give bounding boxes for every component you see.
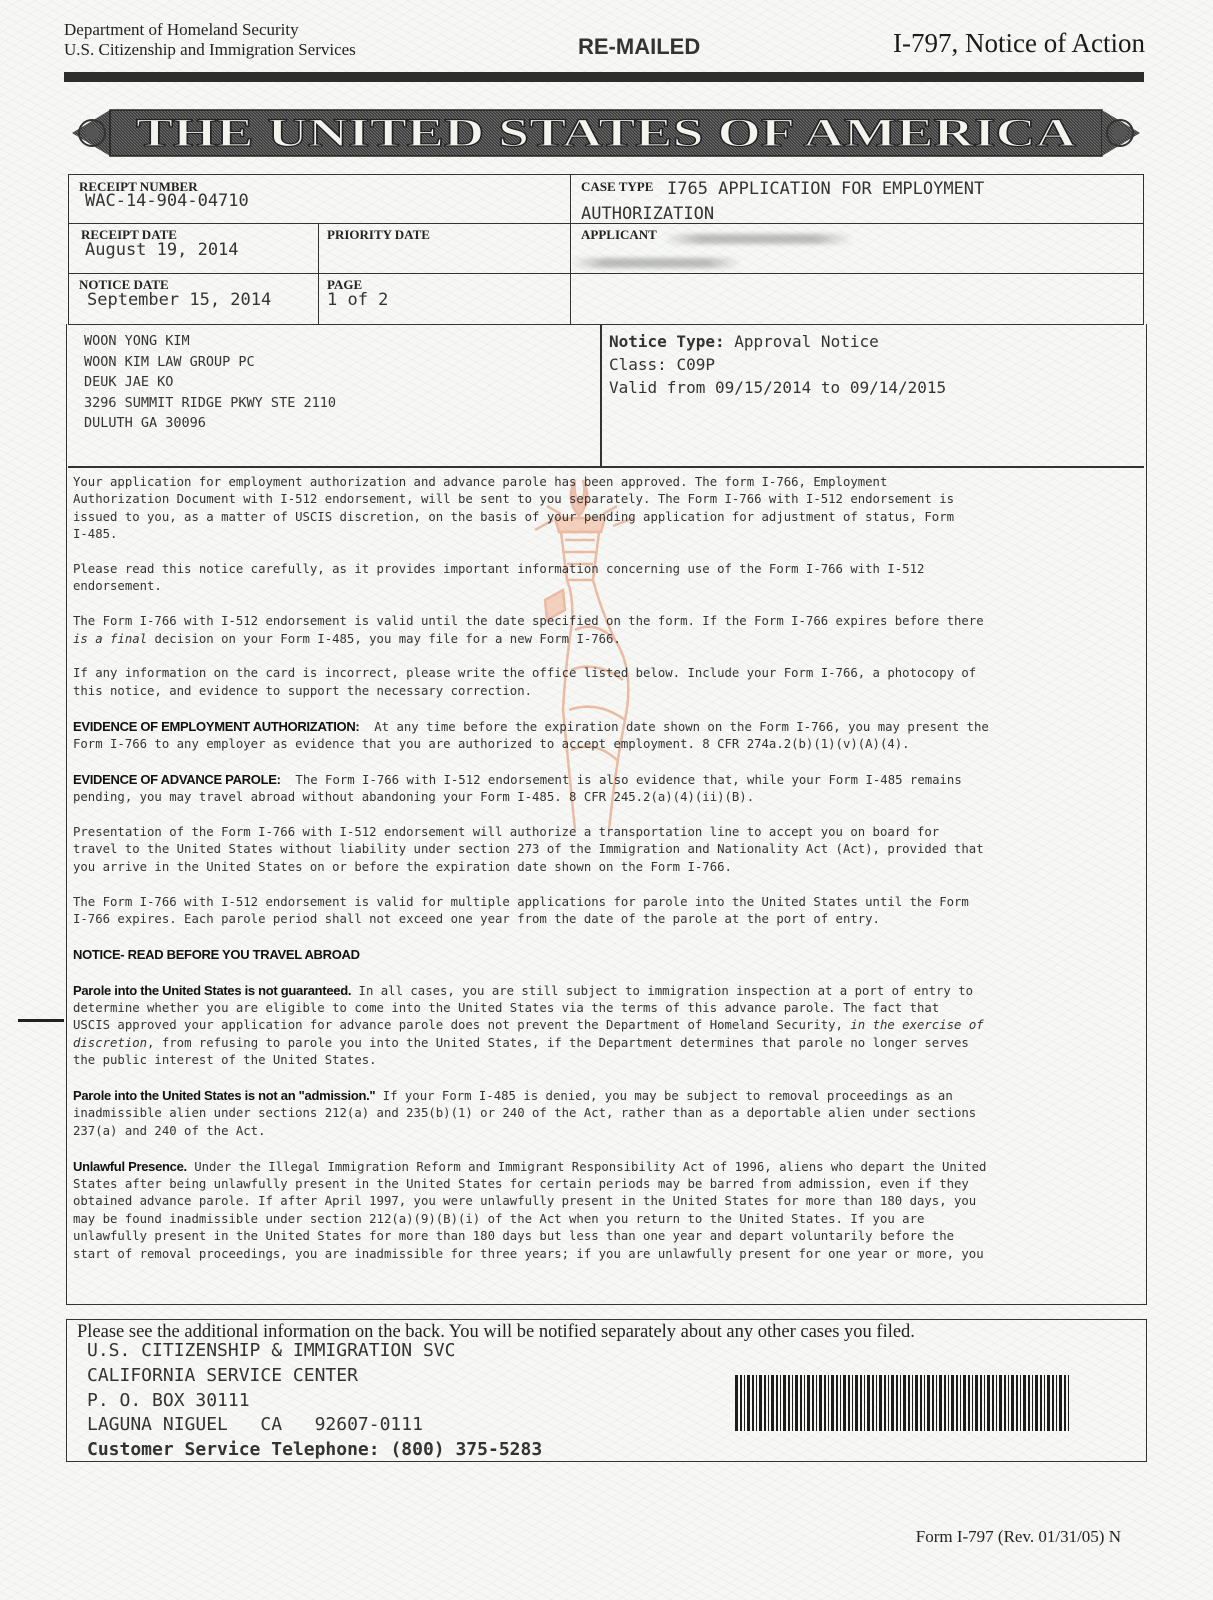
remailed-stamp: RE-MAILED [578,34,701,59]
barcode-bar [776,1375,778,1431]
barcode-bar [891,1375,894,1431]
barcode-bar [975,1375,978,1431]
office-line-3: P. O. BOX 30111 [87,1390,250,1411]
address-line-2: WOON KIM LAW GROUP PC [84,353,255,370]
barcode-bar [900,1375,901,1431]
barcode-bar [1068,1375,1069,1431]
barcode-bar [752,1375,754,1431]
body-p5-line3: you arrive in the United States on or before the expiration date shown on the Form I-766. [73,859,732,874]
barcode-bar [980,1375,982,1431]
body-p3-line1: The Form I-766 with I-512 endorsement is valid until the date specified on the form. If the Form I-766 expires before there [73,614,984,629]
barcode-bar [1020,1375,1021,1431]
barcode-bar [747,1375,750,1431]
phone-number: (800) 375-5283 [390,1439,543,1460]
admission-line1 [73,1087,1133,1105]
barcode-bar [888,1375,889,1431]
barcode-bar [1016,1375,1018,1431]
unlawful-line3: obtained advance parole. If after April 1997, you were unlawfully present in the United States for more than 180 days, you [73,1194,977,1209]
barcode-bar [1064,1375,1066,1431]
barcode-bar [800,1375,802,1431]
notice-summary [609,330,946,399]
office-line-2: CALIFORNIA SERVICE CENTER [87,1365,358,1386]
not-guaranteed-line1 [73,982,1133,1000]
notice-date-label: NOTICE DATE [79,277,169,292]
barcode-bar [884,1375,886,1431]
body-p6-line1: The Form I-766 with I-512 endorsement is valid for multiple applications for parole into the United States until the Form [73,894,969,909]
barcode-bar [860,1375,862,1431]
case-type-value-line2: AUTHORIZATION [581,204,715,224]
barcode-bar [795,1375,798,1431]
barcode-bar [812,1375,814,1431]
travel-notice-heading [73,946,1133,964]
not-guaranteed-line4 [73,1035,1133,1052]
barcode-bar [1047,1375,1050,1431]
page-label: PAGE [327,277,363,292]
evidence-parole-line2: pending, you may travel abroad without abandoning your Form I-485. 8 CFR 245.2(a)(4)(ii)(B). [73,790,755,805]
applicant-redaction-2 [571,258,741,268]
barcode-bar [987,1375,990,1431]
unlawful-line5: unlawfully present in the United States for more than 180 days but less than one year and depart voluntarily before the [73,1229,954,1244]
evidence-parole-heading: EVIDENCE OF ADVANCE PAROLE: [73,771,281,787]
receipt-number-label: RECEIPT NUMBER [79,179,198,194]
form-title: I-797, Notice of Action [893,28,1145,58]
evidence-employment-text: At any time before the expiration date shown on the Form I-766, you may present the [359,719,989,734]
receipt-date-label: RECEIPT DATE [81,227,177,242]
body-p3-italic: is a final [73,631,148,646]
evidence-employment-heading: EVIDENCE OF EMPLOYMENT AUTHORIZATION: [73,718,360,734]
unlawful-line2: States after being unlawfully present in the United States for certain periods may be barred from admission, even if they [73,1177,969,1192]
footer-note: Please see the additional information on the back. You will be notified separately about any other cases you filed. [77,1322,915,1342]
notice-date-value: September 15, 2014 [87,290,272,310]
body-p1-line4: I-485. [73,527,118,542]
barcode [735,1375,1071,1431]
barcode-bar [879,1375,882,1431]
mailing-address [84,331,336,434]
not-guaranteed-line5: the public interest of the United States. [73,1053,377,1068]
barcode-bar [876,1375,877,1431]
barcode-bar [951,1375,954,1431]
evidence-employment-line1 [73,718,1133,736]
address-notice-divider [68,466,1144,468]
banner-ornament-right [1102,110,1140,156]
body-p3-line2 [73,631,1133,648]
margin-mark [18,1019,64,1022]
agency-line-1: Department of Homeland Security [64,20,299,39]
barcode-bar [836,1375,838,1431]
evidence-employment-line2: Form I-766 to any employer as evidence that you are authorized to accept employment. 8 CFR 274a.2(b)(1)(v)(A)(4). [73,737,910,752]
office-line-1: U.S. CITIZENSHIP & IMMIGRATION SVC [87,1340,456,1361]
agency-header [64,20,356,60]
barcode-bar [908,1375,910,1431]
barcode-bar [840,1375,841,1431]
case-type-label: CASE TYPE [581,179,654,194]
form-revision: Form I-797 (Rev. 01/31/05) N [915,1527,1121,1546]
barcode-bar [963,1375,966,1431]
travel-notice-heading-text: NOTICE- READ BEFORE YOU TRAVEL ABROAD [73,946,360,962]
receipt-date-value: August 19, 2014 [85,240,239,260]
body-p1-line1: Your application for employment authorization and advance parole has been approved. The form I-766, Employment [73,475,888,489]
admission-line3: 237(a) and 240 of the Act. [73,1123,266,1138]
body-p6-line2: I-766 expires. Each parole period shall not exceed one year from the date of the parole at the port of entry. [73,912,880,927]
receipt-number-value: WAC-14-904-04710 [85,191,249,211]
address-line-3: DEUK JAE KO [84,374,174,390]
barcode-bar [783,1375,786,1431]
not-guaranteed-line4-italic: discretion [73,1035,148,1050]
barcode-bar [756,1375,757,1431]
barcode-bar [896,1375,898,1431]
barcode-bar [848,1375,850,1431]
barcode-bar [843,1375,846,1431]
barcode-bar [912,1375,913,1431]
barcode-bar [927,1375,930,1431]
usa-banner [70,104,1142,162]
applicant-cell [571,224,1143,274]
agency-line-2: U.S. Citizenship and Immigration Services [64,40,356,59]
barcode-bar [968,1375,970,1431]
body-p1-line2: Authorization Document with I-512 endorsement, will be sent to you separately. The Form I-766 with I-512 endorsement is [73,492,954,507]
footer-box [66,1319,1147,1462]
barcode-bar [972,1375,973,1431]
barcode-bar [932,1375,934,1431]
barcode-bar [944,1375,946,1431]
address-line-4: 3296 SUMMIT RIDGE PKWY STE 2110 [84,394,336,411]
body-p1-line3: issued to you, as a matter of USCIS discretion, on the basis of your pending application for adjustment of status, Form [73,509,954,524]
barcode-bar [936,1375,937,1431]
notice-date-cell [69,274,319,324]
notice-type-line [609,330,946,353]
barcode-bar [759,1375,762,1431]
not-guaranteed-text: In all cases, you are still subject to immigration inspection at a port of entry to [351,983,974,998]
barcode-bar [864,1375,865,1431]
barcode-bar [992,1375,994,1431]
barcode-bar [1056,1375,1057,1431]
admission-text: If your Form I-485 is denied, you may be subject to removal proceedings as an [375,1089,953,1104]
barcode-bar [1035,1375,1038,1431]
address-vertical-divider [600,324,602,466]
barcode-bar [903,1375,906,1431]
barcode-bar [939,1375,942,1431]
barcode-bar [956,1375,958,1431]
barcode-bar [996,1375,997,1431]
priority-date-label: PRIORITY DATE [327,227,430,242]
barcode-bar [1028,1375,1030,1431]
barcode-bar [1059,1375,1062,1431]
barcode-bar [744,1375,745,1431]
notice-type-value: Approval Notice [734,332,879,351]
not-guaranteed-line3-text: USCIS approved your application for advance parole does not prevent the Department of Homeland Security, [73,1018,851,1033]
barcode-bar [819,1375,822,1431]
barcode-bar [804,1375,805,1431]
address-line-5: DULUTH GA 30096 [84,415,206,431]
unlawful-line1 [73,1158,1133,1176]
barcode-bar [1023,1375,1026,1431]
page-value: 1 of 2 [327,290,389,310]
body-p5-line1: Presentation of the Form I-766 with I-512 endorsement will authorize a transportation line to accept you on board for [73,825,940,840]
barcode-bar [867,1375,870,1431]
admission-heading: Parole into the United States is not an "admission." [73,1088,376,1104]
barcode-bar [924,1375,925,1431]
barcode-bar [1032,1375,1033,1431]
barcode-bar [915,1375,918,1431]
applicant-label: APPLICANT [581,227,657,242]
case-type-cell [571,175,1143,224]
receipt-number-cell [69,175,571,224]
notice-class-value: C09P [676,355,715,374]
barcode-bar [1011,1375,1014,1431]
barcode-bar [792,1375,793,1431]
barcode-bar [780,1375,781,1431]
barcode-bar [920,1375,922,1431]
barcode-bar [828,1375,829,1431]
notice-valid-dates: Valid from 09/15/2014 to 09/14/2015 [609,378,947,397]
body-p2-line2: endorsement. [73,579,162,594]
admission-line2: inadmissible alien under sections 212(a) and 235(b)(1) or 240 of the Act, rather than as a deportable alien under sections [73,1106,977,1121]
barcode-bar [816,1375,817,1431]
not-guaranteed-line2: determine whether you are eligible to come into the United States via the terms of this advance parole. The fact that [73,1001,940,1016]
barcode-bar [1008,1375,1009,1431]
applicant-redaction [663,234,853,244]
barcode-bar [764,1375,766,1431]
notice-body [73,474,1133,1274]
not-guaranteed-line4-text: , from refusing to parole you into the United States, if the Department determines that parole no longer serves [147,1035,969,1050]
barcode-bar [831,1375,834,1431]
not-guaranteed-line3 [73,1017,1133,1034]
header-rule [64,72,1144,82]
page-cell [319,274,571,324]
address-line-1: WOON YONG KIM [84,333,190,349]
barcode-bar [1004,1375,1006,1431]
barcode-bar [852,1375,853,1431]
not-guaranteed-line3-italic: in the exercise of [850,1018,984,1033]
barcode-bar [855,1375,858,1431]
evidence-parole-text: The Form I-766 with I-512 endorsement is also evidence that, while your Form I-485 remains [280,772,962,787]
body-p3-rest: decision on your Form I-485, you may file for a new Form I-766. [147,631,621,646]
barcode-bar [960,1375,961,1431]
barcode-bar [948,1375,949,1431]
body-p2-line1: Please read this notice carefully, as it provides important information concerning use of the Form I-766 with I-512 [73,562,925,577]
barcode-bar [1040,1375,1042,1431]
unlawful-text: Under the Illegal Immigration Reform and Immigrant Responsibility Act of 1996, aliens who depart the United [186,1159,987,1174]
notice-class-line [609,353,946,376]
body-p5-line2: travel to the United States without liability under section 273 of the Immigration and Nationality Act (Act), provided that [73,842,984,857]
banner-ornament-left [72,110,110,156]
phone-label: Customer Service Telephone: [87,1439,380,1460]
evidence-parole-line1 [73,771,1133,789]
body-p4-line1: If any information on the card is incorrect, please write the office listed below. Include your Form I-766, a photocopy of [73,666,977,681]
barcode-bar [735,1375,738,1431]
unlawful-line4: may be found inadmissible under section 212(a)(9)(B)(i) of the Act when you return to the United States. If you are [73,1211,925,1226]
priority-date-cell [319,224,571,274]
receipt-date-cell [69,224,319,274]
barcode-bar [984,1375,985,1431]
unlawful-line6: start of removal proceedings, you are inadmissible for three years; if you are unlawfully present for one year or more, you [73,1246,984,1261]
barcode-bar [999,1375,1002,1431]
barcode-bar [1052,1375,1054,1431]
office-line-4: LAGUNA NIGUEL CA 92607-0111 [87,1414,423,1435]
notice-class-label: Class: [609,355,667,374]
barcode-bar [771,1375,774,1431]
barcode-bar [1044,1375,1045,1431]
case-info-table [68,174,1144,325]
barcode-bar [807,1375,810,1431]
barcode-bar [740,1375,742,1431]
barcode-bar [824,1375,826,1431]
banner-text: THE UNITED STATES OF AMERICA [136,110,1077,155]
barcode-bar [788,1375,790,1431]
barcode-bar [768,1375,769,1431]
customer-service-phone [87,1439,542,1460]
notice-type-label: Notice Type: [609,332,725,351]
barcode-bar [872,1375,874,1431]
body-p4-line2: this notice, and evidence to support the necessary correction. [73,683,533,698]
case-type-value-line1: I765 APPLICATION FOR EMPLOYMENT [667,179,985,199]
unlawful-heading: Unlawful Presence. [73,1158,187,1174]
not-guaranteed-heading: Parole into the United States is not guaranteed. [73,982,352,998]
